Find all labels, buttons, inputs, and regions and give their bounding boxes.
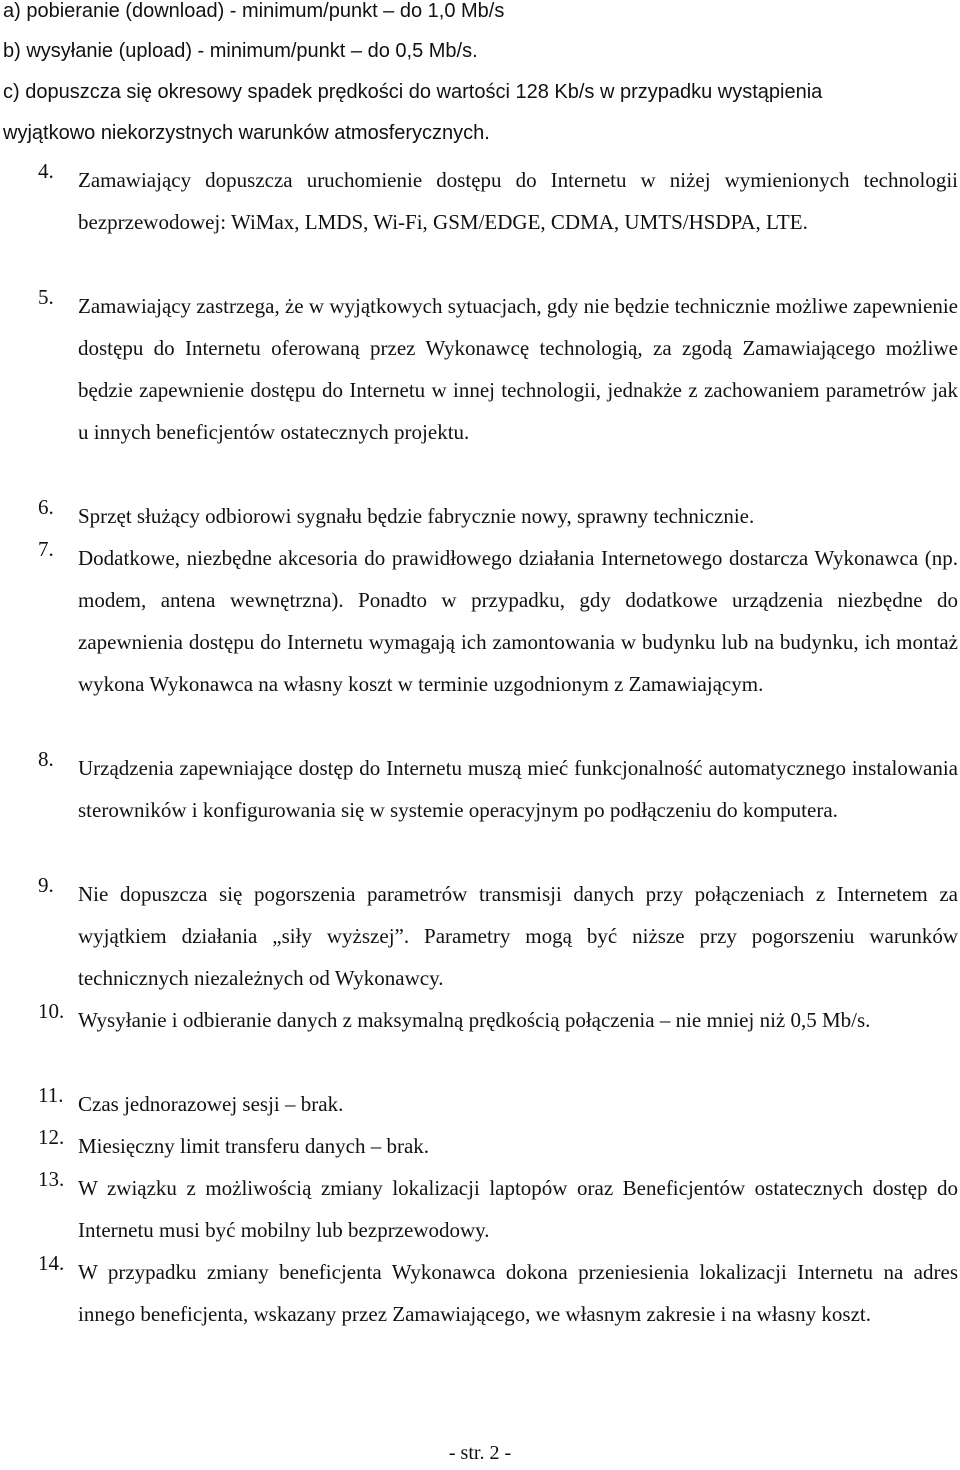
item-text: Zamawiający zastrzega, że w wyjątkowych sytuacjach, gdy nie będzie technicznie możliwe zapewnienie dostępu do Internetu oferowaną przez Wykonawcę technologią, za zgodą Zamawiającego możliwe będzie zapewnienie dostępu do Internetu w innej technologii, jednakże z zachowaniem parametrów jak u innych beneficjentów ostatecznych projektu.	[78, 294, 958, 444]
intro-line-a: a) pobieranie (download) - minimum/punkt – do 1,0 Mb/s	[3, 0, 505, 22]
item-text: W przypadku zmiany beneficjenta Wykonawca dokona przeniesienia lokalizacji Internetu na adres innego beneficjenta, wskazany przez Zamawiającego, we własnym zakresie i na własny koszt.	[78, 1260, 958, 1326]
item-number: 7.	[38, 537, 54, 561]
item-text: Urządzenia zapewniające dostęp do Internetu muszą mieć funkcjonalność automatycznego instalowania sterowników i konfigurowania się w systemie operacyjnym po podłączeniu do komputera.	[78, 756, 958, 822]
list-item-8	[38, 747, 958, 831]
list-item-4	[38, 159, 958, 243]
item-text: W związku z możliwością zmiany lokalizacji laptopów oraz Beneficjentów ostatecznych dostęp do Internetu musi być mobilny lub bezprzewodowy.	[78, 1176, 958, 1242]
page-number-footer: - str. 2 -	[448, 1442, 512, 1464]
list-item-6	[38, 495, 958, 537]
item-text: Dodatkowe, niezbędne akcesoria do prawidłowego działania Internetowego dostarcza Wykonawca (np. modem, antena wewnętrzna). Ponadto w przypadku, gdy dodatkowe urządzenia niezbędne do zapewnienia dostępu do Internetu wymagają ich zamontowania w budynku lub na budynku, ich montaż wykona Wykonawca na własny koszt w terminie uzgodnionym z Zamawiającym.	[78, 546, 958, 696]
item-number: 4.	[38, 159, 54, 183]
item-number: 6.	[38, 495, 54, 519]
intro-line-c: c) dopuszcza się okresowy spadek prędkości do wartości 128 Kb/s w przypadku wystąpienia	[3, 81, 823, 103]
item-number: 8.	[38, 747, 54, 771]
item-number: 14.	[38, 1251, 65, 1275]
intro-line-c-cont: wyjątkowo niekorzystnych warunków atmosferycznych.	[3, 122, 490, 144]
item-number: 9.	[38, 873, 54, 897]
list-item-5	[38, 285, 958, 453]
item-text: Zamawiający dopuszcza uruchomienie dostępu do Internetu w niżej wymienionych technologii bezprzewodowej: WiMax, LMDS, Wi-Fi, GSM/EDGE, CDMA, UMTS/HSDPA, LTE.	[78, 168, 958, 234]
list-item-14	[38, 1251, 958, 1335]
item-text: Wysyłanie i odbieranie danych z maksymalną prędkością połączenia – nie mniej niż 0,5 Mb/s.	[78, 1008, 871, 1032]
item-number: 12.	[38, 1125, 65, 1149]
intro-line-b: b) wysyłanie (upload) - minimum/punkt – do 0,5 Mb/s.	[3, 40, 478, 62]
item-text: Czas jednorazowej sesji – brak.	[78, 1092, 344, 1116]
item-text: Miesięczny limit transferu danych – brak.	[78, 1134, 430, 1158]
item-number: 5.	[38, 285, 54, 309]
item-number: 13.	[38, 1167, 65, 1191]
list-item-13	[38, 1167, 958, 1251]
list-item-11	[38, 1083, 958, 1125]
list-item-7	[38, 537, 958, 705]
list-item-12	[38, 1125, 958, 1167]
item-text: Sprzęt służący odbiorowi sygnału będzie fabrycznie nowy, sprawny technicznie.	[78, 504, 755, 528]
list-item-9	[38, 873, 958, 999]
item-text: Nie dopuszcza się pogorszenia parametrów transmisji danych przy połączeniach z Internetem za wyjątkiem działania „siły wyższej”. Parametry mogą być niższe przy pogorszeniu warunków technicznych niezależnych od Wykonawcy.	[78, 882, 958, 990]
item-number: 10.	[38, 999, 65, 1023]
list-item-10	[38, 999, 958, 1041]
item-number: 11.	[38, 1083, 64, 1107]
